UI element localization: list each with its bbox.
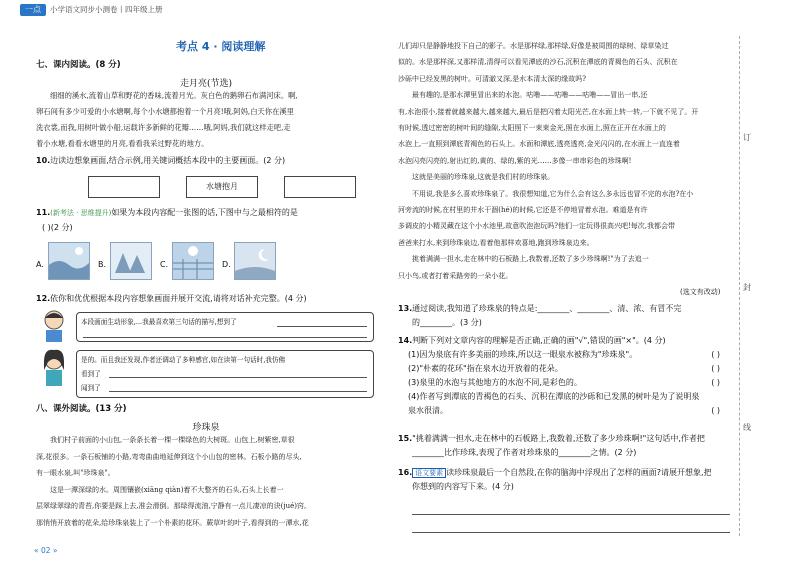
- bubble1-answer-line[interactable]: [277, 326, 367, 327]
- q14-item: [398, 348, 734, 362]
- q13-text: [398, 302, 734, 330]
- passage-line: 儿们却只是静静地投下自己的影子。水是那样绿,那样绿,好像是被周围的绿树、绿草染过: [398, 42, 669, 50]
- q15-prompt: "挑着满满一担水,走在林中的石板路上,我数着,还数了多少珍珠啊!"这句话中,作者把: [412, 434, 705, 443]
- option-b-image[interactable]: [110, 242, 152, 280]
- speech-bubble-2: [76, 350, 374, 398]
- q11-tag: (新考法 · 思维提升): [50, 209, 112, 217]
- speech-bubble-1: [76, 312, 374, 342]
- q15-number: 15.: [398, 434, 413, 443]
- q14-item-text: 泉水很清。: [408, 406, 448, 415]
- passage-title-moon: 走月亮(节选): [179, 79, 233, 89]
- option-c-image[interactable]: [172, 242, 214, 280]
- passage-line: 我们村子前面的小山包,一条条长着一棵一棵绿色的大树斑。山包上,树紫密,草很: [50, 436, 295, 444]
- passage-line: 层翠绿翠绿的青苔,你要是踩上去,准会滑倒。那绿得流油,宁静有一点儿凄凉的诀(jué)窍,: [36, 502, 307, 510]
- passage-line: 只小鸟,或者打着采路旁的一朵小花。: [398, 271, 513, 280]
- passage-moon: [36, 88, 381, 152]
- topic-title: 考点 4 · 阅读理解: [176, 40, 266, 53]
- side-label-ding: 订: [743, 133, 751, 142]
- q13-prompt: 通过阅读,我知道了珍珠泉的特点是:________、________、清、浓、有冒不完: [412, 304, 682, 313]
- passage-line: 河旁流的时候,在村里的井水干涸(hé)的时候,它还是不停地冒着水泡。难道是有许: [398, 206, 648, 215]
- q14-number: 14.: [398, 336, 413, 345]
- stream-sketch-icon: [49, 243, 89, 279]
- boy-avatar: [38, 308, 70, 342]
- passage-title-pearl: 珍珠泉: [192, 423, 220, 433]
- q10-example-box: [186, 176, 258, 198]
- side-label-feng: 封: [743, 283, 751, 292]
- q16-number: 16.: [398, 468, 413, 477]
- q14-item-text: (2)"朴素的花环"指在泉水边开放着的花朵。: [408, 364, 563, 373]
- q11-score: (2 分): [50, 223, 73, 232]
- page-number: « 02 »: [34, 546, 58, 555]
- q10-example-text: 水塘抱月: [206, 182, 238, 191]
- q14-answer-3[interactable]: ( ): [711, 378, 720, 387]
- series-tag: 一点: [20, 4, 46, 16]
- q16-answer-line-2[interactable]: [412, 532, 730, 533]
- pond-moon-icon: [173, 243, 213, 279]
- passage-line: 挑着满满一担水,走在林中的石板路上,我数着,还数了多少珍珠啊!"为了去追一: [412, 255, 649, 264]
- q14-item: [398, 376, 734, 390]
- passage-line: 这是一潭深绿的水。周围镶嵌(xiāng qiàn)着不大整齐的石头,石头上长着一: [50, 485, 284, 494]
- passage-line: 这就是美丽的珍珠泉,这就是我们村的珍珠泉。: [412, 173, 555, 182]
- boy-icon: [38, 308, 70, 342]
- passage-line: 细细的溪水,流着山草和野花的香味,流着月光。灰白色的鹅卵石布满河床。啊,: [50, 91, 298, 100]
- q14-block: [398, 334, 734, 418]
- option-d-label: D.: [222, 260, 231, 269]
- passage-line: 爸爸来打水,来到珍珠泉边,看着他那样欢喜地,跑到珍珠泉边来。: [398, 238, 594, 247]
- option-d-image[interactable]: [234, 242, 276, 280]
- q13-number: 13.: [398, 304, 413, 313]
- girl-avatar: [38, 348, 70, 388]
- passage-pearl-left: [36, 432, 381, 531]
- q14-answer-2[interactable]: ( ): [711, 364, 720, 373]
- q10-number: 10.: [36, 156, 51, 165]
- q15-line2: ________比作珍珠,表现了作者对珍珠泉的________之情。(2 分): [412, 448, 637, 457]
- q15-text: [398, 432, 734, 460]
- q14-item: [398, 362, 734, 376]
- q10-prompt: 边读边想象画面,结合示例,用关键词概括本段中的主要画面。(2 分): [50, 156, 286, 165]
- option-c-label: C.: [160, 260, 169, 269]
- q11-paren: ( ): [42, 223, 51, 232]
- passage-line: 深,花很多。一条石板铺的小路,弯弯曲曲地延伸到这个小山包的密林。石板小路的尽头,: [36, 452, 302, 461]
- bubble2-text: 是的。而且我还发现,作者还调动了多种感官,如在读第一句话时,我仿佛: [81, 356, 286, 364]
- passage-pearl-right: [398, 38, 732, 284]
- q14-item-text: (3)泉里的水泡与其他地方的水泡不同,是彩色的。: [408, 378, 582, 387]
- option-b-label: B.: [98, 260, 107, 269]
- q14-prompt: 判断下列对文章内容的理解是否正确,正确的画"√",错误的画"×"。(4 分): [412, 336, 666, 345]
- passage-line: 多调皮的小精灵藏在这个小水池里,故意吹泡泡玩吗?他们一定玩得很高兴吧!每次,我都会带: [398, 222, 676, 231]
- passage-line: 水泡闪亮闪亮的,射出红的,黄的、绿的,紫的光……多像一串串彩色的珍珠啊!: [398, 156, 632, 165]
- passage-line: 卵石间有多少可爱的小水塘啊,每个小水塘都抱着一个月亮!哦,阿妈,白天你在溪里: [36, 107, 294, 116]
- passage-line: 洗衣裳,而我,用树叶做小船,运载许多新鲜的花瓣……哦,阿妈,我们就这样走吧,走: [36, 123, 291, 132]
- q11-answer[interactable]: [42, 222, 73, 233]
- section8-heading: 八、课外阅读。(13 分): [36, 404, 127, 414]
- passage-line: 着小水塘,看看水塘里的月亮,看看我采过野花的地方。: [36, 139, 209, 148]
- binding-fold-line: [739, 36, 740, 536]
- q14-item: [398, 404, 734, 418]
- q11-number: 11.: [36, 208, 51, 217]
- trees-sketch-icon: [111, 243, 151, 279]
- q16-prompt: 读珍珠泉最后一个自然段,在你的脑海中浮现出了怎样的画面?请展开想象,把: [446, 468, 712, 477]
- passage-line: 不用说,我是多么喜欢珍珠泉了。我很想知道,它为什么会有这么多永远也冒不完的水泡?在小: [412, 189, 694, 198]
- q10-answer-box-1[interactable]: [88, 176, 160, 198]
- passage-line: 最有趣的,是那水潭里冒出来的水泡。咕噜——咕噜——咕噜——冒出一串,还: [412, 91, 648, 100]
- q14-answer-1[interactable]: ( ): [711, 350, 720, 359]
- night-moon-icon: [235, 243, 275, 279]
- q10-answer-box-3[interactable]: [284, 176, 356, 198]
- passage-line: 水泡上,一直照到潭底青褐色的石头上。水面和潭底,透亮透亮,金光闪闪的,在水面上一直连着: [398, 140, 680, 149]
- q12-number: 12.: [36, 294, 51, 303]
- q16-line2: 你想到的内容写下来。(4 分): [412, 482, 514, 491]
- passage-line: 似的。水是那样深,又那样清,清得可以看见潭底的沙石,沉积在潭底的青褐色的石头、沉积在: [398, 58, 678, 67]
- girl-icon: [38, 348, 70, 388]
- section7-heading: 七、课内阅读。(8 分): [36, 60, 121, 70]
- header-title: 小学语文同步小测卷丨四年级上册: [50, 5, 163, 14]
- passage-line: 沙砾中已经发黑的树叶。可清澈又深,是水本清太深的缘故吗?: [398, 74, 586, 83]
- q11-text: [36, 206, 386, 220]
- q14-item-text: (1)因为泉底有许多美丽的珍珠,所以这一眼泉水被称为"珍珠泉"。: [408, 350, 638, 359]
- q16-answer-line-1[interactable]: [412, 514, 730, 515]
- bubble1-text: 本段画面生动形象,...我最喜欢第三句话的描写,想到了: [81, 318, 237, 326]
- look-answer-line[interactable]: [109, 377, 367, 378]
- passage-line: 有一眼水泉,叫"珍珠泉"。: [36, 469, 115, 477]
- passage-line: 有,水泡很小,接着就越来越大,越来越大,最后是把闪着太阳光芒,在水面上转一转,一下就不见了。开: [398, 107, 699, 116]
- source-note: (选文有改动): [680, 288, 721, 296]
- q10-text: [36, 154, 381, 168]
- q11-prompt: 如果为本段内容配一张图的话,下图中与之最相符的是: [111, 208, 298, 217]
- q13-line2: 的________。(3 分): [412, 318, 482, 327]
- look-label: 看到了: [81, 370, 101, 378]
- q12-text: [36, 292, 386, 306]
- q16-tag: 语文要素: [412, 468, 446, 478]
- passage-line: 有时候,透过密密的树叶间的缝隙,太阳照下一束束金光,照在水面上,照在正开在水面上的: [398, 124, 666, 133]
- smell-answer-line[interactable]: [109, 391, 367, 392]
- q14-answer-4[interactable]: ( ): [711, 406, 720, 415]
- smell-label: 闻到了: [81, 384, 101, 392]
- q12-prompt: 依你和优优根据本段内容想象画面并展开交流,请将对话补充完整。(4 分): [50, 294, 307, 303]
- q14-item: (4)作者写到潭底的青褐色的石头、沉积在潭底的沙砾和已发黑的树叶是为了说明泉: [408, 392, 700, 401]
- option-a-label: A.: [36, 260, 44, 269]
- q16-text: [398, 466, 734, 494]
- option-a-image[interactable]: [48, 242, 90, 280]
- side-label-xian: 线: [743, 423, 751, 432]
- bubble1-answer-line-2[interactable]: [83, 337, 367, 338]
- passage-line: 那悄悄开放着的花朵,给珍珠泉装上了一个朴素的花环。蕨草叶的叶子,看得到的一潭水,花: [36, 518, 309, 527]
